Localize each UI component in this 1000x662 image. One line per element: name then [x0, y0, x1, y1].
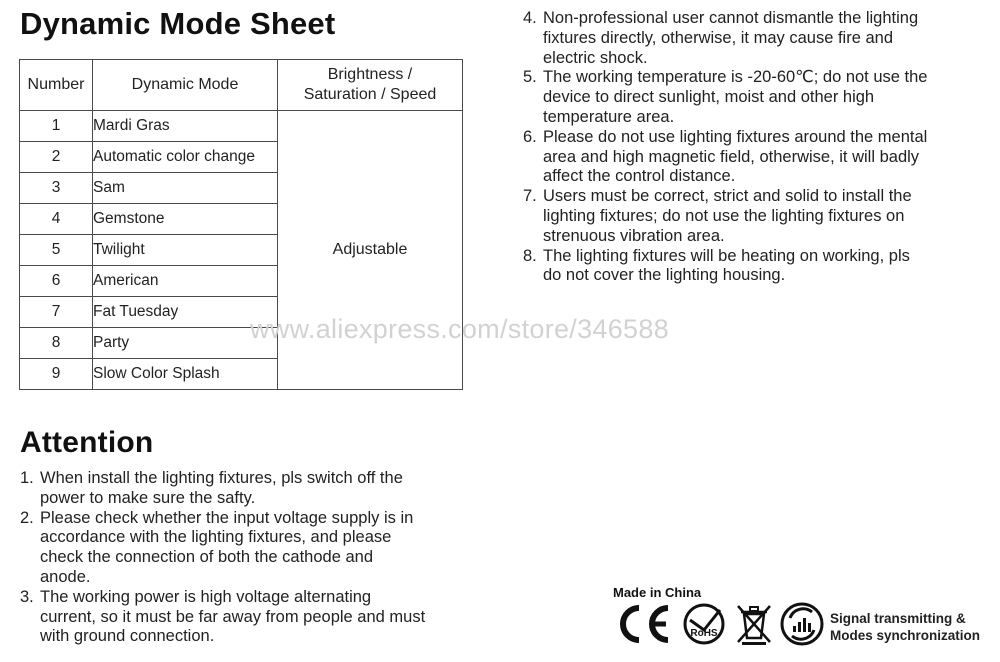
row-mode: Slow Color Splash [93, 359, 278, 390]
weee-bin-icon [734, 602, 774, 646]
made-in-label: Made in China [613, 585, 702, 600]
row-mode: Twilight [93, 235, 278, 266]
column-header-number: Number [20, 60, 93, 111]
item-line: device to direct sunlight, moist and other high [543, 88, 875, 107]
column-header-brightness-line1: Brightness / [327, 66, 413, 83]
item-line: Non-professional user cannot dismantle the lighting [543, 9, 919, 27]
item-line: accordance with the lighting fixtures, and please [40, 528, 392, 547]
row-number: 1 [20, 111, 93, 142]
item-line: anode. [40, 567, 91, 586]
signal-caption-line1: Signal transmitting & [830, 611, 966, 626]
row-number: 3 [20, 173, 93, 204]
item-line: Users must be correct, strict and solid to install the [543, 187, 912, 206]
item-line: The working temperature is -20-60℃; do not use the [543, 68, 928, 87]
item-number: 7. [523, 187, 537, 206]
item-line: Please check whether the input voltage supply is in [40, 508, 414, 527]
attention-item [20, 469, 470, 509]
item-line: The working power is high voltage alternating [40, 587, 372, 606]
row-number: 6 [20, 266, 93, 297]
row-mode: Party [93, 328, 278, 359]
item-number: 8. [523, 246, 537, 265]
signal-sync-caption [830, 610, 980, 644]
item-number: 5. [523, 68, 537, 87]
attention-list-right [523, 9, 973, 286]
row-number: 7 [20, 297, 93, 328]
item-line: lighting fixtures; do not use the lighting fixtures on [543, 206, 905, 225]
item-line: area and high magnetic field, otherwise, it will badly [543, 147, 920, 166]
attention-item [523, 247, 973, 287]
attention-item [20, 509, 470, 588]
row-mode: Sam [93, 173, 278, 204]
item-number: 1. [20, 469, 34, 487]
signal-caption-line2: Modes synchronization [830, 628, 981, 643]
item-line: When install the lighting fixtures, pls switch off the [40, 469, 403, 487]
item-number: 3. [20, 587, 34, 606]
attention-item [523, 9, 973, 68]
attention-title: Attention [20, 426, 154, 459]
attention-item [523, 68, 973, 127]
column-header-dynamic-mode: Dynamic Mode [93, 60, 278, 111]
item-line: Please do not use lighting fixtures around the mental [543, 127, 928, 146]
attention-item [523, 128, 973, 187]
row-number: 2 [20, 142, 93, 173]
column-header-brightness [278, 60, 463, 111]
row-number: 9 [20, 359, 93, 390]
item-line: affect the control distance. [543, 167, 736, 186]
row-number: 4 [20, 204, 93, 235]
attention-item [523, 187, 973, 246]
item-number: 4. [523, 9, 537, 27]
item-line: do not cover the lighting housing. [543, 266, 786, 285]
item-line: with ground connection. [40, 627, 215, 646]
item-number: 6. [523, 127, 537, 146]
item-line: power to make sure the safty. [40, 488, 256, 507]
row-number: 5 [20, 235, 93, 266]
row-mode: Automatic color change [93, 142, 278, 173]
item-line: current, so it must be far away from people and must [40, 607, 426, 626]
signal-sync-icon [778, 602, 826, 646]
ce-mark-icon [612, 604, 674, 644]
item-line: strenuous vibration area. [543, 226, 725, 245]
item-number: 2. [20, 508, 34, 527]
table-row [20, 111, 463, 142]
attention-list-left [20, 469, 470, 647]
item-line: temperature area. [543, 107, 675, 126]
watermark: www.aliexpress.com/store/346588 [250, 314, 669, 344]
rohs-label: RoHS [690, 628, 718, 639]
row-mode: American [93, 266, 278, 297]
adjustable-cell: Adjustable [278, 111, 463, 390]
row-mode: Gemstone [93, 204, 278, 235]
row-mode: Mardi Gras [93, 111, 278, 142]
item-line: electric shock. [543, 48, 648, 67]
row-mode: Fat Tuesday [93, 297, 278, 328]
page-title: Dynamic Mode Sheet [20, 6, 336, 41]
column-header-brightness-line2: Saturation / Speed [303, 86, 437, 103]
rohs-icon [680, 602, 728, 646]
row-number: 8 [20, 328, 93, 359]
attention-item [20, 588, 470, 647]
item-line: fixtures directly, otherwise, it may cause fire and [543, 28, 893, 47]
item-line: The lighting fixtures will be heating on working, pls [543, 246, 910, 265]
item-line: check the connection of both the cathode and [40, 548, 373, 567]
